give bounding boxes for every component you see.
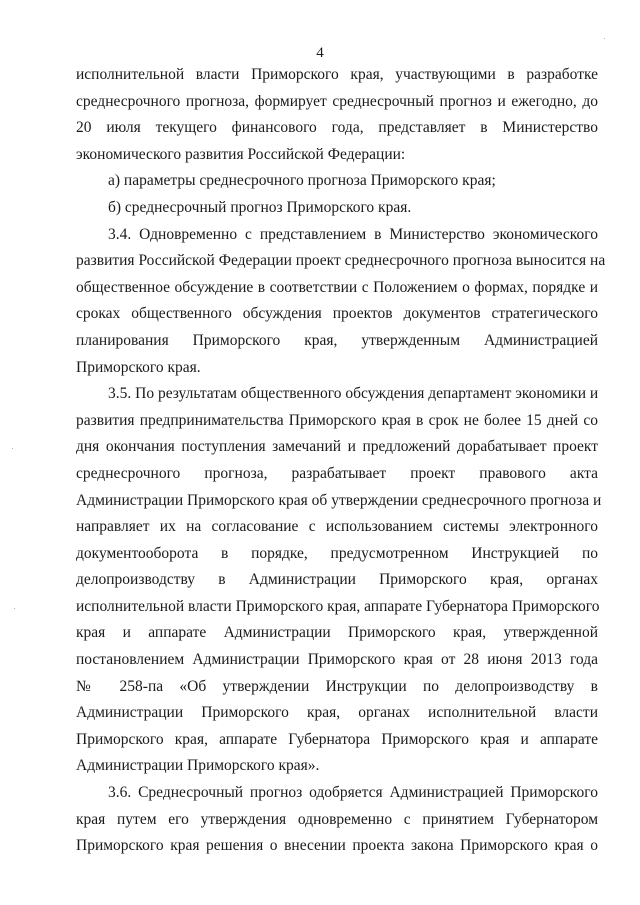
text-line: Приморского края, аппарате Губернатора Приморского края и аппарате [76,730,598,748]
text-line: развития Российской Федерации проект среднесрочного прогноза выносится на [76,252,606,270]
text-line: среднесрочного прогноза, формирует среднесрочный прогноз и ежегодно, до [76,92,598,110]
text-line: 3.4. Одновременно с представлением в Министерство экономического [108,225,598,243]
text-line: планирования Приморского края, утвержденным Администрацией [76,331,598,349]
text-line: исполнительной власти Приморского края, участвующими в разработке [76,66,598,83]
text-line: 3.6. Среднесрочный прогноз одобряется Администрацией Приморского [108,784,598,802]
paragraph [76,381,602,780]
text-line: № 258-па «Об утверждении Инструкции по делопроизводству в [76,677,598,695]
text-line: среднесрочного прогноза, разрабатывает проект правового акта [76,464,598,482]
text-line: Администрации Приморского края об утверждении среднесрочного прогноза и [76,491,602,509]
text-line: дня окончания поступления замечаний и предложений дорабатывает проект [76,438,598,456]
page-number: 4 [316,45,324,61]
text-line: экономического развития Российской Федерации: [76,145,406,163]
paragraph [76,222,606,382]
text-line: постановлением Администрации Приморского края от 28 июня 2013 года [76,651,598,669]
text-line: Администрации Приморского края». [76,757,320,775]
text-line: б) среднесрочный прогноз Приморского края. [108,198,412,216]
text-line: края и аппарате Администрации Приморского края, утвержденной [76,624,598,642]
document-body [76,62,606,860]
text-line: развития предпринимательства Приморского края в срок не более 15 дней со [76,411,598,429]
text-line: документооборота в порядке, предусмотренном Инструкцией по [76,544,598,562]
paragraph [76,62,598,168]
text-line: а) параметры среднесрочного прогноза Приморского края; [108,172,496,190]
paragraph [76,168,598,195]
text-line: делопроизводству в Администрации Приморского края, органах [76,571,598,589]
text-line: сроках общественного обсуждения проектов документов стратегического [76,305,598,323]
text-line: 3.5. По результатам общественного обсуждения департамент экономики и [108,385,599,403]
text-line: Приморского края решения о внесении проекта закона Приморского края о [76,837,598,855]
text-line: 20 июля текущего финансового года, представляет в Министерство [76,119,598,137]
scan-speck [12,448,13,449]
text-line: исполнительной власти Приморского края, аппарате Губернатора Приморского [76,597,600,615]
scan-speck [14,608,15,609]
text-line: Администрации Приморского края, органах исполнительной власти [76,704,598,722]
scan-speck [604,38,605,39]
paragraph [76,195,598,222]
text-line: общественное обсуждение в соответствии с Положением о формах, порядке и [76,278,598,296]
text-line: края путем его утверждения одновременно с принятием Губернатором [76,810,598,828]
text-line: Приморского края. [76,358,201,376]
paragraph [76,780,598,860]
text-line: направляет их на согласование с использованием системы электронного [76,518,598,536]
